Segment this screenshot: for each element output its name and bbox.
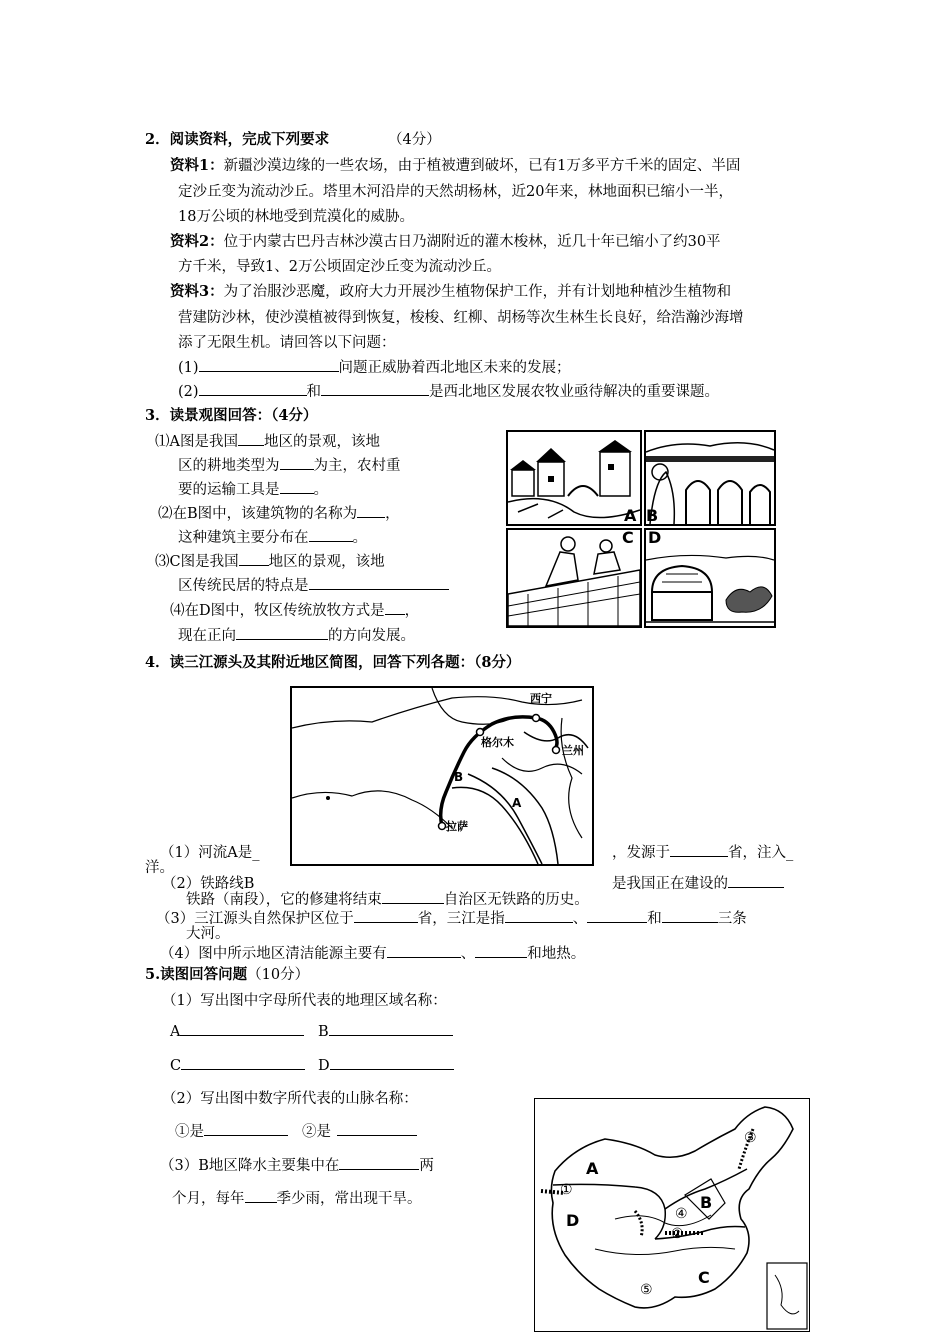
q3-s1-blank3[interactable] bbox=[280, 479, 314, 494]
q4-s1-part2 bbox=[612, 841, 793, 862]
q2-material2-text1: 位于内蒙古巴丹吉林沙漠古日乃湖附近的灌木梭林，近几十年已缩小了约30平 bbox=[223, 234, 721, 250]
q4-s3-text2: 省，三江是指 bbox=[417, 911, 505, 927]
q4-s4-line bbox=[160, 942, 585, 963]
q2-q2-and: 和 bbox=[306, 384, 322, 400]
china-map-label-c: C bbox=[698, 1268, 710, 1287]
q3-s4-text3: 现在正向 bbox=[178, 628, 236, 644]
q4-s3-blank1[interactable] bbox=[354, 908, 418, 923]
q3-s2-text4: 。 bbox=[352, 530, 367, 546]
q5-title-line bbox=[145, 963, 309, 984]
q3-s2-blank1[interactable] bbox=[357, 503, 385, 518]
q4-s1-blank1[interactable] bbox=[670, 842, 728, 857]
sanjiangyuan-map bbox=[290, 686, 594, 866]
q5-region-d-blank[interactable] bbox=[330, 1055, 454, 1070]
q4-s4-blank1[interactable] bbox=[387, 943, 461, 958]
q3-s1-blank1[interactable] bbox=[238, 431, 264, 446]
q5-region-d bbox=[318, 1055, 454, 1074]
landscape-label-b: B bbox=[646, 506, 659, 525]
q3-s4-blank2[interactable] bbox=[236, 625, 328, 640]
q5-m2-text: ②是 bbox=[302, 1124, 331, 1140]
q4-s3-text1: （3）三江源头自然保护区位于 bbox=[156, 911, 354, 927]
q5-region-a bbox=[170, 1021, 304, 1040]
q4-title: 4．读三江源头及其附近地区简图，回答下列各题：（8分） bbox=[145, 654, 521, 671]
q4-s2-text4: 自治区无铁路的历史。 bbox=[443, 892, 589, 908]
q3-s1-line2 bbox=[178, 454, 401, 475]
q5-s3-text3: 个月，每年 bbox=[172, 1191, 245, 1207]
q3-s2-text1: ⑵在B图中，该建筑物的名称为 bbox=[158, 506, 358, 522]
q3-s1-text5: 要的运输工具是 bbox=[178, 482, 280, 498]
q4-s3-text6: 大河。 bbox=[186, 926, 230, 942]
q2-material2-line1 bbox=[170, 230, 721, 251]
q3-s3-text1: ⑶C图是我国 bbox=[155, 554, 239, 570]
q2-material1-text1: 新疆沙漠边缘的一些农场，由于植被遭到破坏，已有1万多平方千米的固定、半固 bbox=[223, 158, 741, 174]
q2-material3-line3: 添了无限生机。请回答以下问题： bbox=[178, 335, 396, 351]
map-label-xining: 西宁 bbox=[530, 692, 552, 705]
q5-m2-blank[interactable] bbox=[337, 1121, 417, 1136]
q5-s1: （1）写出图中字母所代表的地理区域名称： bbox=[162, 993, 447, 1009]
q4-s3-line1 bbox=[156, 907, 747, 928]
q5-m1-text: ①是 bbox=[175, 1124, 204, 1140]
q3-s2-text2: ， bbox=[385, 506, 400, 522]
q3-s4-line2 bbox=[178, 624, 415, 645]
q2-material1-line1 bbox=[170, 154, 740, 175]
q4-s4-text3: 和地热。 bbox=[527, 946, 586, 962]
china-map-label-d: D bbox=[566, 1211, 580, 1230]
q2-material3-line1 bbox=[170, 280, 731, 301]
q4-s3-blank2[interactable] bbox=[505, 908, 573, 923]
landscape-label-d: D bbox=[648, 528, 662, 547]
q5-region-c-letter: C bbox=[170, 1058, 182, 1074]
q5-s2: （2）写出图中数字所代表的山脉名称： bbox=[162, 1091, 418, 1107]
q2-q1-num: (1) bbox=[178, 360, 199, 376]
q3-s2-text3: 这种建筑主要分布在 bbox=[178, 530, 309, 546]
q5-title: 5.读图回答问题 bbox=[145, 966, 248, 983]
q2-q1-blank[interactable] bbox=[199, 357, 339, 372]
landscape-image-a bbox=[506, 430, 642, 526]
q2-material2-head: 资料2： bbox=[170, 233, 224, 250]
q5-s3-blank1[interactable] bbox=[339, 1155, 419, 1170]
q2-material2-line2: 方千米，导致1、2万公顷固定沙丘变为流动沙丘。 bbox=[178, 259, 501, 275]
q4-s3-text3: 、 bbox=[572, 911, 588, 927]
q3-s4-text4: 的方向发展。 bbox=[328, 628, 415, 644]
q4-s1-text4: 洋。 bbox=[145, 860, 174, 876]
map-label-river-a: A bbox=[512, 796, 522, 810]
q4-s4-text1: （4）图中所示地区清洁能源主要有 bbox=[160, 946, 387, 962]
q5-region-b-blank[interactable] bbox=[329, 1021, 453, 1036]
map-label-lasa: 拉萨 bbox=[446, 820, 468, 833]
q3-s3-text3: 区传统民居的特点是 bbox=[178, 578, 309, 594]
q3-s2-line2 bbox=[178, 526, 367, 547]
q5-s3-text2: 两 bbox=[419, 1158, 434, 1174]
q3-title: 3．读景观图回答：（4分） bbox=[145, 407, 318, 424]
q2-q2-blank2[interactable] bbox=[321, 381, 429, 396]
q5-region-a-blank[interactable] bbox=[180, 1021, 304, 1036]
q3-s3-line1 bbox=[155, 550, 385, 571]
q2-q2-text: 是西北地区发展农牧业亟待解决的重要课题。 bbox=[429, 384, 720, 400]
q5-region-d-letter: D bbox=[318, 1058, 330, 1074]
q2-q1-text: 问题正威胁着西北地区未来的发展； bbox=[338, 360, 571, 376]
q5-s3-line2 bbox=[172, 1187, 422, 1208]
q3-s1-line1 bbox=[155, 430, 380, 451]
q5-region-c-blank[interactable] bbox=[181, 1055, 305, 1070]
map-label-lanzhou: 兰州 bbox=[562, 744, 584, 757]
q4-s1-text3: 省，注入_ bbox=[728, 845, 794, 861]
q2-score: （4分） bbox=[388, 132, 441, 148]
q4-s2-part2 bbox=[612, 872, 784, 893]
q2-question2 bbox=[178, 380, 719, 401]
q4-s1-text1: （1）河流A是_ bbox=[160, 845, 260, 861]
q3-s2-line1 bbox=[158, 502, 400, 523]
china-map-label-2: ② bbox=[671, 1226, 684, 1242]
q5-s3-blank2[interactable] bbox=[245, 1188, 277, 1203]
q5-region-b bbox=[318, 1021, 453, 1040]
china-map-label-b: B bbox=[700, 1193, 713, 1212]
q2-q2-blank1[interactable] bbox=[199, 381, 307, 396]
q2-q2-num: (2) bbox=[178, 384, 199, 400]
q4-s2-part1: （2）铁路线B bbox=[162, 876, 255, 892]
china-map-label-1: ① bbox=[560, 1182, 573, 1198]
landscape-label-a: A bbox=[624, 506, 637, 525]
q5-mountain-1 bbox=[175, 1120, 288, 1141]
q5-s3-text1: （3）B地区降水主要集中在 bbox=[160, 1158, 340, 1174]
q3-s1-line3 bbox=[178, 478, 328, 499]
china-map-label-5: ⑤ bbox=[640, 1282, 653, 1298]
q2-title: 2．阅读资料，完成下列要求 bbox=[145, 131, 330, 148]
china-map-label-a: A bbox=[586, 1159, 599, 1178]
china-map-label-3: ③ bbox=[744, 1130, 757, 1146]
q5-s3-line1 bbox=[160, 1154, 434, 1175]
q4-s3-text5: 三条 bbox=[717, 911, 747, 927]
q3-s1-text6: 。 bbox=[313, 482, 328, 498]
map-label-railway-b: B bbox=[454, 770, 464, 784]
q5-score: （10分） bbox=[247, 967, 310, 983]
q3-s2-blank2[interactable] bbox=[309, 527, 353, 542]
q2-material1-head: 资料1： bbox=[170, 157, 224, 174]
q4-s3-blank3[interactable] bbox=[587, 908, 647, 923]
q2-material1-line3: 18万公顷的林地受到荒漠化的威胁。 bbox=[178, 209, 414, 225]
q2-question1 bbox=[178, 356, 571, 377]
q3-s1-text2: 地区的景观，该地 bbox=[263, 434, 380, 450]
landscape-image-d bbox=[644, 528, 776, 628]
landscape-image-b bbox=[644, 430, 776, 526]
map-label-geermu: 格尔木 bbox=[481, 736, 514, 749]
china-map-label-4: ④ bbox=[675, 1206, 688, 1222]
q5-region-b-letter: B bbox=[318, 1024, 329, 1040]
q3-s3-blank1[interactable] bbox=[239, 551, 269, 566]
q4-s2-blank2[interactable] bbox=[382, 889, 444, 904]
q5-region-c bbox=[170, 1055, 305, 1074]
q4-s2-text2: 是我国正在建设的 bbox=[612, 876, 728, 892]
q5-mountain-2 bbox=[302, 1120, 417, 1141]
q4-s3-text4: 和 bbox=[647, 911, 662, 927]
q2-material3-line2: 营建防沙林，使沙漠植被得到恢复，梭梭、红柳、胡杨等次生林生长良好，给浩瀚沙海增 bbox=[178, 310, 744, 326]
q4-s1-part1 bbox=[160, 841, 259, 862]
q2-material1-line2: 定沙丘变为流动沙丘。塔里木河沿岸的天然胡杨林，近20年来，林地面积已缩小一半， bbox=[178, 184, 733, 200]
q5-s3-text4: 季少雨，常出现干旱。 bbox=[276, 1191, 422, 1207]
q3-s3-blank2[interactable] bbox=[309, 575, 449, 590]
q3-s3-line2 bbox=[178, 574, 449, 595]
q3-s4-text2: ， bbox=[404, 603, 420, 619]
q2-material3-head: 资料3： bbox=[170, 283, 224, 300]
q3-s4-line1 bbox=[170, 599, 419, 620]
q3-s1-blank2[interactable] bbox=[280, 455, 314, 470]
q4-s2-line2 bbox=[186, 888, 589, 909]
q3-s1-text4: 为主，农村重 bbox=[313, 458, 401, 474]
q3-s1-text3: 区的耕地类型为 bbox=[178, 458, 280, 474]
q4-s1-text2: ，发源于 bbox=[612, 845, 670, 861]
q4-s4-text2: 、 bbox=[460, 946, 476, 962]
q2-material3-text1: 为了治服沙恶魔，政府大力开展沙生植物保护工作，并有计划地种植沙生植物和 bbox=[223, 284, 732, 300]
q4-s2-text3: 铁路（南段），它的修建将结束 bbox=[186, 892, 382, 908]
q5-region-a-letter: A bbox=[170, 1024, 181, 1040]
q4-s4-blank2[interactable] bbox=[475, 943, 527, 958]
q4-s2-blank1[interactable] bbox=[728, 873, 784, 888]
q3-s1-text1: ⑴A图是我国 bbox=[155, 434, 238, 450]
q3-s4-text1: ⑷在D图中，牧区传统放牧方式是 bbox=[170, 603, 385, 619]
q3-s3-text2: 地区的景观，该地 bbox=[268, 554, 385, 570]
landscape-label-c: C bbox=[622, 528, 634, 547]
q4-s3-blank4[interactable] bbox=[662, 908, 718, 923]
q3-s4-blank1[interactable] bbox=[385, 600, 405, 615]
q5-m1-blank[interactable] bbox=[204, 1121, 288, 1136]
